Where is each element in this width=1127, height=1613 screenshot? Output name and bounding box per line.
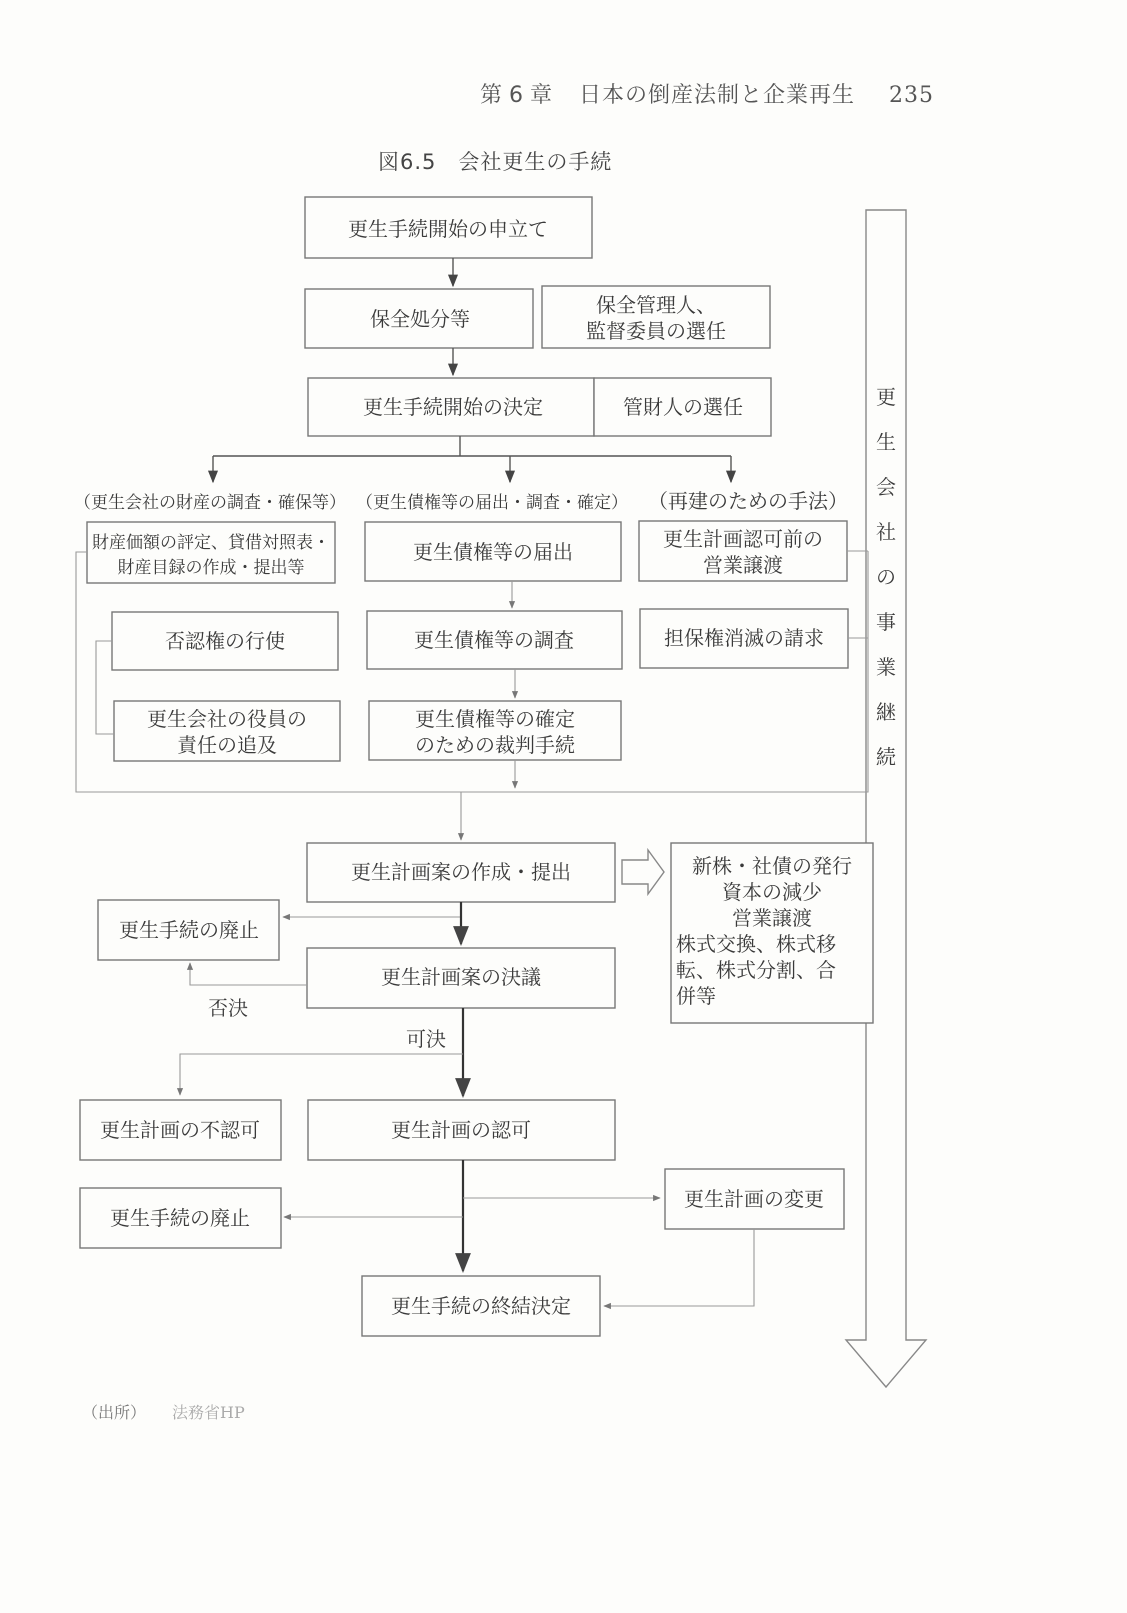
side-char-4: 社	[876, 520, 896, 544]
node-plan-approval-label: 更生計画の認可	[391, 1118, 531, 1142]
side-char-6: 事	[876, 610, 896, 634]
business-continuation-label	[876, 385, 896, 769]
node-asset-evaluation-line2: 財産目録の作成・提出等	[117, 558, 305, 578]
figure-caption: 会社更生の手続	[458, 150, 613, 174]
node-officer-liability-line2: 責任の追及	[177, 733, 277, 757]
plan-methods-line2: 資本の減少	[722, 880, 822, 904]
node-termination-label: 更生手続の終結決定	[391, 1294, 571, 1318]
column-heading-claims: （更生債権等の届出・調査・確定）	[356, 493, 628, 513]
node-claim-investigation-label: 更生債権等の調査	[414, 628, 574, 652]
side-char-2: 生	[876, 430, 896, 454]
bracket-right-column	[847, 551, 868, 638]
page-number: 235	[889, 83, 935, 108]
node-plan-change-label: 更生計画の変更	[684, 1187, 824, 1211]
node-commencement-label: 更生手続開始の決定	[363, 395, 543, 419]
chapter-number: 6	[509, 83, 525, 108]
node-security-extinguish-label: 担保権消滅の請求	[664, 626, 824, 650]
arrow-change-termination	[604, 1229, 754, 1306]
node-trustee-appointment-line1: 保全管理人、	[596, 293, 716, 317]
node-petition-label: 更生手続開始の申立て	[348, 217, 548, 241]
node-plan-vote-label: 更生計画案の決議	[381, 965, 541, 989]
plan-methods-line1: 新株・社債の発行	[692, 854, 852, 878]
plan-methods-line5: 転、株式分割、合	[676, 958, 836, 982]
column-heading-assets: （更生会社の財産の調査・確保等）	[74, 493, 346, 513]
chapter-suffix: 章	[530, 83, 554, 108]
node-plan-draft-label: 更生計画案の作成・提出	[351, 860, 571, 884]
side-char-5: の	[876, 565, 896, 589]
side-char-3: 会	[876, 475, 896, 499]
node-asset-evaluation-line1: 財産価額の評定、貸借対照表・	[92, 533, 330, 553]
node-abolition-2-label: 更生手続の廃止	[110, 1206, 250, 1230]
node-claim-determination-line2: のための裁判手続	[415, 733, 575, 757]
node-trustee-appointment-line2: 監督委員の選任	[586, 319, 726, 343]
plan-methods-line4: 株式交換、株式移	[676, 932, 836, 956]
chapter-title: 日本の倒産法制と企業再生	[579, 83, 856, 108]
node-avoidance-label: 否認権の行使	[165, 629, 285, 653]
label-approved-vote: 可決	[406, 1027, 446, 1051]
node-pre-approval-transfer-line1: 更生計画認可前の	[663, 527, 823, 551]
plan-methods-line6: 併等	[676, 984, 716, 1008]
plan-methods-line3: 営業譲渡	[732, 906, 812, 930]
column-heading-restructuring: （再建のための手法）	[648, 489, 848, 513]
figure-number: 図6.5	[378, 150, 437, 174]
node-plan-disapproval-label: 更生計画の不認可	[100, 1118, 260, 1142]
hollow-arrow-plan-methods	[622, 850, 664, 894]
node-administrator-label: 管財人の選任	[623, 395, 743, 419]
side-char-7: 業	[876, 655, 896, 679]
side-char-1: 更	[876, 385, 896, 409]
node-claim-determination-line1: 更生債権等の確定	[415, 707, 575, 731]
node-preservation-label: 保全処分等	[370, 307, 470, 331]
node-officer-liability-line1: 更生会社の役員の	[147, 707, 307, 731]
node-claim-filing-label: 更生債権等の届出	[413, 540, 573, 564]
source-value: 法務省HP	[172, 1403, 245, 1422]
arrow-vote-rejected	[190, 963, 307, 985]
label-rejected: 否決	[208, 996, 248, 1020]
chapter-label: 第	[480, 83, 504, 108]
source-label: （出所）	[82, 1403, 147, 1422]
source-note	[82, 1400, 245, 1423]
node-abolition-1-label: 更生手続の廃止	[119, 918, 259, 942]
side-char-9: 続	[876, 745, 896, 769]
arrow-vote-disapproval	[180, 1054, 463, 1095]
side-char-8: 継	[876, 700, 896, 724]
node-pre-approval-transfer-line2: 営業譲渡	[703, 553, 783, 577]
